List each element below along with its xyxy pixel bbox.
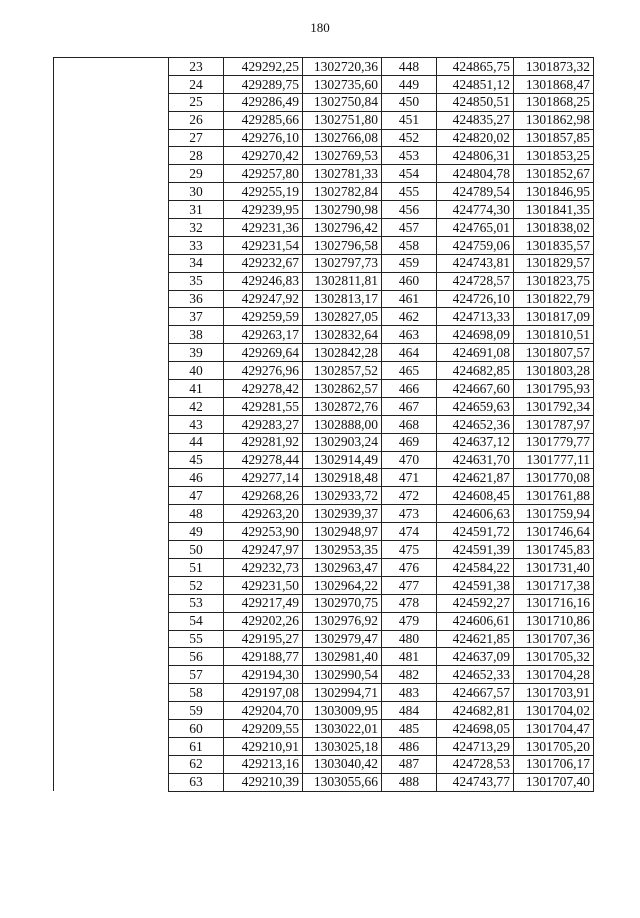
y-coordinate-left-cell: 1302948,97	[303, 523, 382, 541]
point-number-right-cell: 474	[382, 523, 437, 541]
x-coordinate-right-cell: 424606,61	[437, 612, 514, 630]
y-coordinate-right-cell: 1301838,02	[514, 219, 594, 237]
x-coordinate-right-cell: 424698,05	[437, 719, 514, 737]
x-coordinate-right-cell: 424637,12	[437, 433, 514, 451]
x-coordinate-left-cell: 429231,54	[224, 236, 303, 254]
point-number-left-cell: 36	[169, 290, 224, 308]
y-coordinate-left-cell: 1302903,24	[303, 433, 382, 451]
y-coordinate-right-cell: 1301716,16	[514, 594, 594, 612]
point-number-left-cell: 58	[169, 684, 224, 702]
point-number-left-cell: 62	[169, 755, 224, 773]
point-number-right-cell: 449	[382, 75, 437, 93]
x-coordinate-left-cell: 429263,20	[224, 505, 303, 523]
y-coordinate-left-cell: 1302994,71	[303, 684, 382, 702]
y-coordinate-left-cell: 1302796,42	[303, 219, 382, 237]
point-number-right-cell: 488	[382, 773, 437, 791]
x-coordinate-right-cell: 424606,63	[437, 505, 514, 523]
y-coordinate-left-cell: 1303009,95	[303, 702, 382, 720]
x-coordinate-left-cell: 429289,75	[224, 75, 303, 93]
x-coordinate-right-cell: 424774,30	[437, 201, 514, 219]
point-number-left-cell: 25	[169, 93, 224, 111]
point-number-right-cell: 460	[382, 272, 437, 290]
y-coordinate-right-cell: 1301731,40	[514, 558, 594, 576]
x-coordinate-left-cell: 429257,80	[224, 165, 303, 183]
y-coordinate-right-cell: 1301707,40	[514, 773, 594, 791]
point-number-left-cell: 56	[169, 648, 224, 666]
y-coordinate-right-cell: 1301705,20	[514, 737, 594, 755]
x-coordinate-left-cell: 429278,42	[224, 380, 303, 398]
y-coordinate-left-cell: 1302872,76	[303, 397, 382, 415]
point-number-right-cell: 459	[382, 254, 437, 272]
y-coordinate-right-cell: 1301807,57	[514, 344, 594, 362]
x-coordinate-left-cell: 429239,95	[224, 201, 303, 219]
y-coordinate-right-cell: 1301792,34	[514, 397, 594, 415]
point-number-right-cell: 452	[382, 129, 437, 147]
y-coordinate-right-cell: 1301746,64	[514, 523, 594, 541]
coordinates-table-body	[54, 58, 594, 792]
y-coordinate-left-cell: 1303055,66	[303, 773, 382, 791]
y-coordinate-left-cell: 1302979,47	[303, 630, 382, 648]
y-coordinate-left-cell: 1302990,54	[303, 666, 382, 684]
y-coordinate-left-cell: 1302735,60	[303, 75, 382, 93]
point-number-right-cell: 484	[382, 702, 437, 720]
x-coordinate-left-cell: 429204,70	[224, 702, 303, 720]
y-coordinate-right-cell: 1301761,88	[514, 487, 594, 505]
x-coordinate-left-cell: 429209,55	[224, 719, 303, 737]
point-number-left-cell: 54	[169, 612, 224, 630]
x-coordinate-right-cell: 424682,81	[437, 702, 514, 720]
point-number-right-cell: 466	[382, 380, 437, 398]
point-number-right-cell: 481	[382, 648, 437, 666]
y-coordinate-right-cell: 1301703,91	[514, 684, 594, 702]
point-number-left-cell: 28	[169, 147, 224, 165]
point-number-right-cell: 468	[382, 415, 437, 433]
point-number-left-cell: 51	[169, 558, 224, 576]
y-coordinate-right-cell: 1301803,28	[514, 362, 594, 380]
point-number-left-cell: 42	[169, 397, 224, 415]
y-coordinate-left-cell: 1302796,58	[303, 236, 382, 254]
point-number-right-cell: 457	[382, 219, 437, 237]
x-coordinate-right-cell: 424743,81	[437, 254, 514, 272]
x-coordinate-left-cell: 429286,49	[224, 93, 303, 111]
x-coordinate-left-cell: 429268,26	[224, 487, 303, 505]
x-coordinate-left-cell: 429259,59	[224, 308, 303, 326]
x-coordinate-right-cell: 424592,27	[437, 594, 514, 612]
point-number-left-cell: 63	[169, 773, 224, 791]
point-number-left-cell: 61	[169, 737, 224, 755]
y-coordinate-left-cell: 1302790,98	[303, 201, 382, 219]
y-coordinate-right-cell: 1301853,25	[514, 147, 594, 165]
y-coordinate-left-cell: 1303040,42	[303, 755, 382, 773]
x-coordinate-right-cell: 424682,85	[437, 362, 514, 380]
x-coordinate-left-cell: 429292,25	[224, 58, 303, 76]
point-number-left-cell: 53	[169, 594, 224, 612]
point-number-left-cell: 44	[169, 433, 224, 451]
point-number-right-cell: 483	[382, 684, 437, 702]
x-coordinate-right-cell: 424850,51	[437, 93, 514, 111]
x-coordinate-left-cell: 429247,92	[224, 290, 303, 308]
x-coordinate-left-cell: 429232,67	[224, 254, 303, 272]
point-number-left-cell: 26	[169, 111, 224, 129]
table-row	[54, 58, 594, 76]
point-number-right-cell: 448	[382, 58, 437, 76]
point-number-right-cell: 485	[382, 719, 437, 737]
y-coordinate-right-cell: 1301868,25	[514, 93, 594, 111]
y-coordinate-right-cell: 1301704,28	[514, 666, 594, 684]
y-coordinate-left-cell: 1302981,40	[303, 648, 382, 666]
x-coordinate-left-cell: 429231,36	[224, 219, 303, 237]
point-number-right-cell: 479	[382, 612, 437, 630]
point-number-right-cell: 454	[382, 165, 437, 183]
y-coordinate-right-cell: 1301705,32	[514, 648, 594, 666]
empty-left-column-cell	[54, 58, 169, 792]
y-coordinate-right-cell: 1301857,85	[514, 129, 594, 147]
y-coordinate-right-cell: 1301862,98	[514, 111, 594, 129]
point-number-left-cell: 60	[169, 719, 224, 737]
y-coordinate-left-cell: 1302827,05	[303, 308, 382, 326]
y-coordinate-left-cell: 1302811,81	[303, 272, 382, 290]
coordinates-table	[53, 57, 594, 792]
x-coordinate-right-cell: 424759,06	[437, 236, 514, 254]
point-number-right-cell: 467	[382, 397, 437, 415]
point-number-left-cell: 30	[169, 183, 224, 201]
point-number-right-cell: 451	[382, 111, 437, 129]
x-coordinate-left-cell: 429195,27	[224, 630, 303, 648]
x-coordinate-right-cell: 424621,85	[437, 630, 514, 648]
point-number-right-cell: 473	[382, 505, 437, 523]
y-coordinate-left-cell: 1303022,01	[303, 719, 382, 737]
x-coordinate-right-cell: 424591,72	[437, 523, 514, 541]
y-coordinate-right-cell: 1301868,47	[514, 75, 594, 93]
y-coordinate-right-cell: 1301852,67	[514, 165, 594, 183]
x-coordinate-left-cell: 429202,26	[224, 612, 303, 630]
y-coordinate-left-cell: 1302769,53	[303, 147, 382, 165]
y-coordinate-right-cell: 1301822,79	[514, 290, 594, 308]
y-coordinate-right-cell: 1301707,36	[514, 630, 594, 648]
point-number-left-cell: 38	[169, 326, 224, 344]
point-number-right-cell: 480	[382, 630, 437, 648]
x-coordinate-right-cell: 424806,31	[437, 147, 514, 165]
y-coordinate-right-cell: 1301745,83	[514, 541, 594, 559]
y-coordinate-right-cell: 1301873,32	[514, 58, 594, 76]
x-coordinate-left-cell: 429278,44	[224, 451, 303, 469]
y-coordinate-left-cell: 1302750,84	[303, 93, 382, 111]
point-number-right-cell: 469	[382, 433, 437, 451]
x-coordinate-left-cell: 429277,14	[224, 469, 303, 487]
point-number-left-cell: 55	[169, 630, 224, 648]
x-coordinate-left-cell: 429276,10	[224, 129, 303, 147]
point-number-right-cell: 487	[382, 755, 437, 773]
x-coordinate-right-cell: 424652,33	[437, 666, 514, 684]
x-coordinate-right-cell: 424637,09	[437, 648, 514, 666]
y-coordinate-left-cell: 1302953,35	[303, 541, 382, 559]
point-number-left-cell: 59	[169, 702, 224, 720]
point-number-left-cell: 29	[169, 165, 224, 183]
point-number-right-cell: 464	[382, 344, 437, 362]
y-coordinate-left-cell: 1302918,48	[303, 469, 382, 487]
y-coordinate-left-cell: 1302842,28	[303, 344, 382, 362]
point-number-left-cell: 32	[169, 219, 224, 237]
x-coordinate-left-cell: 429232,73	[224, 558, 303, 576]
x-coordinate-right-cell: 424713,29	[437, 737, 514, 755]
y-coordinate-left-cell: 1302832,64	[303, 326, 382, 344]
x-coordinate-right-cell: 424726,10	[437, 290, 514, 308]
y-coordinate-right-cell: 1301710,86	[514, 612, 594, 630]
y-coordinate-right-cell: 1301770,08	[514, 469, 594, 487]
y-coordinate-right-cell: 1301810,51	[514, 326, 594, 344]
point-number-left-cell: 50	[169, 541, 224, 559]
point-number-left-cell: 33	[169, 236, 224, 254]
y-coordinate-right-cell: 1301787,97	[514, 415, 594, 433]
x-coordinate-right-cell: 424591,39	[437, 541, 514, 559]
point-number-right-cell: 465	[382, 362, 437, 380]
x-coordinate-left-cell: 429281,55	[224, 397, 303, 415]
y-coordinate-left-cell: 1302964,22	[303, 576, 382, 594]
point-number-left-cell: 41	[169, 380, 224, 398]
x-coordinate-left-cell: 429246,83	[224, 272, 303, 290]
y-coordinate-right-cell: 1301759,94	[514, 505, 594, 523]
point-number-right-cell: 450	[382, 93, 437, 111]
x-coordinate-left-cell: 429270,42	[224, 147, 303, 165]
x-coordinate-right-cell: 424835,27	[437, 111, 514, 129]
y-coordinate-left-cell: 1302782,84	[303, 183, 382, 201]
x-coordinate-left-cell: 429231,50	[224, 576, 303, 594]
point-number-right-cell: 482	[382, 666, 437, 684]
point-number-left-cell: 43	[169, 415, 224, 433]
point-number-right-cell: 455	[382, 183, 437, 201]
y-coordinate-right-cell: 1301777,11	[514, 451, 594, 469]
x-coordinate-right-cell: 424652,36	[437, 415, 514, 433]
point-number-right-cell: 478	[382, 594, 437, 612]
x-coordinate-left-cell: 429188,77	[224, 648, 303, 666]
x-coordinate-right-cell: 424584,22	[437, 558, 514, 576]
point-number-left-cell: 24	[169, 75, 224, 93]
y-coordinate-left-cell: 1302939,37	[303, 505, 382, 523]
point-number-right-cell: 463	[382, 326, 437, 344]
point-number-left-cell: 49	[169, 523, 224, 541]
y-coordinate-left-cell: 1302888,00	[303, 415, 382, 433]
x-coordinate-right-cell: 424713,33	[437, 308, 514, 326]
y-coordinate-left-cell: 1302976,92	[303, 612, 382, 630]
point-number-right-cell: 462	[382, 308, 437, 326]
point-number-right-cell: 453	[382, 147, 437, 165]
x-coordinate-left-cell: 429210,39	[224, 773, 303, 791]
point-number-left-cell: 48	[169, 505, 224, 523]
point-number-right-cell: 458	[382, 236, 437, 254]
x-coordinate-right-cell: 424621,87	[437, 469, 514, 487]
point-number-left-cell: 31	[169, 201, 224, 219]
x-coordinate-right-cell: 424659,63	[437, 397, 514, 415]
y-coordinate-right-cell: 1301704,02	[514, 702, 594, 720]
x-coordinate-left-cell: 429263,17	[224, 326, 303, 344]
point-number-right-cell: 477	[382, 576, 437, 594]
x-coordinate-right-cell: 424591,38	[437, 576, 514, 594]
y-coordinate-right-cell: 1301846,95	[514, 183, 594, 201]
y-coordinate-left-cell: 1302970,75	[303, 594, 382, 612]
x-coordinate-left-cell: 429194,30	[224, 666, 303, 684]
x-coordinate-right-cell: 424691,08	[437, 344, 514, 362]
x-coordinate-right-cell: 424851,12	[437, 75, 514, 93]
y-coordinate-right-cell: 1301841,35	[514, 201, 594, 219]
x-coordinate-left-cell: 429276,96	[224, 362, 303, 380]
x-coordinate-left-cell: 429281,92	[224, 433, 303, 451]
y-coordinate-left-cell: 1303025,18	[303, 737, 382, 755]
point-number-right-cell: 476	[382, 558, 437, 576]
y-coordinate-right-cell: 1301717,38	[514, 576, 594, 594]
point-number-left-cell: 39	[169, 344, 224, 362]
x-coordinate-left-cell: 429269,64	[224, 344, 303, 362]
point-number-left-cell: 27	[169, 129, 224, 147]
y-coordinate-right-cell: 1301835,57	[514, 236, 594, 254]
y-coordinate-left-cell: 1302781,33	[303, 165, 382, 183]
x-coordinate-left-cell: 429197,08	[224, 684, 303, 702]
x-coordinate-right-cell: 424743,77	[437, 773, 514, 791]
x-coordinate-right-cell: 424667,57	[437, 684, 514, 702]
point-number-right-cell: 470	[382, 451, 437, 469]
y-coordinate-left-cell: 1302720,36	[303, 58, 382, 76]
y-coordinate-right-cell: 1301704,47	[514, 719, 594, 737]
y-coordinate-right-cell: 1301823,75	[514, 272, 594, 290]
y-coordinate-left-cell: 1302933,72	[303, 487, 382, 505]
y-coordinate-right-cell: 1301817,09	[514, 308, 594, 326]
point-number-left-cell: 45	[169, 451, 224, 469]
y-coordinate-left-cell: 1302914,49	[303, 451, 382, 469]
x-coordinate-left-cell: 429255,19	[224, 183, 303, 201]
x-coordinate-right-cell: 424804,78	[437, 165, 514, 183]
y-coordinate-right-cell: 1301706,17	[514, 755, 594, 773]
x-coordinate-left-cell: 429247,97	[224, 541, 303, 559]
x-coordinate-right-cell: 424698,09	[437, 326, 514, 344]
point-number-right-cell: 475	[382, 541, 437, 559]
y-coordinate-left-cell: 1302766,08	[303, 129, 382, 147]
x-coordinate-left-cell: 429253,90	[224, 523, 303, 541]
point-number-right-cell: 456	[382, 201, 437, 219]
x-coordinate-right-cell: 424667,60	[437, 380, 514, 398]
point-number-left-cell: 52	[169, 576, 224, 594]
x-coordinate-right-cell: 424631,70	[437, 451, 514, 469]
x-coordinate-left-cell: 429217,49	[224, 594, 303, 612]
x-coordinate-left-cell: 429285,66	[224, 111, 303, 129]
point-number-right-cell: 471	[382, 469, 437, 487]
point-number-left-cell: 57	[169, 666, 224, 684]
x-coordinate-left-cell: 429283,27	[224, 415, 303, 433]
x-coordinate-right-cell: 424765,01	[437, 219, 514, 237]
y-coordinate-left-cell: 1302751,80	[303, 111, 382, 129]
point-number-left-cell: 34	[169, 254, 224, 272]
point-number-left-cell: 23	[169, 58, 224, 76]
x-coordinate-right-cell: 424608,45	[437, 487, 514, 505]
point-number-right-cell: 486	[382, 737, 437, 755]
x-coordinate-right-cell: 424820,02	[437, 129, 514, 147]
point-number-left-cell: 46	[169, 469, 224, 487]
y-coordinate-left-cell: 1302857,52	[303, 362, 382, 380]
y-coordinate-right-cell: 1301779,77	[514, 433, 594, 451]
point-number-left-cell: 40	[169, 362, 224, 380]
point-number-left-cell: 47	[169, 487, 224, 505]
x-coordinate-left-cell: 429213,16	[224, 755, 303, 773]
y-coordinate-left-cell: 1302813,17	[303, 290, 382, 308]
y-coordinate-left-cell: 1302862,57	[303, 380, 382, 398]
x-coordinate-right-cell: 424728,53	[437, 755, 514, 773]
x-coordinate-right-cell: 424728,57	[437, 272, 514, 290]
x-coordinate-right-cell: 424789,54	[437, 183, 514, 201]
y-coordinate-right-cell: 1301795,93	[514, 380, 594, 398]
page-number: 180	[310, 20, 330, 35]
point-number-right-cell: 461	[382, 290, 437, 308]
point-number-right-cell: 472	[382, 487, 437, 505]
point-number-left-cell: 35	[169, 272, 224, 290]
x-coordinate-right-cell: 424865,75	[437, 58, 514, 76]
y-coordinate-left-cell: 1302963,47	[303, 558, 382, 576]
x-coordinate-left-cell: 429210,91	[224, 737, 303, 755]
point-number-left-cell: 37	[169, 308, 224, 326]
y-coordinate-right-cell: 1301829,57	[514, 254, 594, 272]
y-coordinate-left-cell: 1302797,73	[303, 254, 382, 272]
